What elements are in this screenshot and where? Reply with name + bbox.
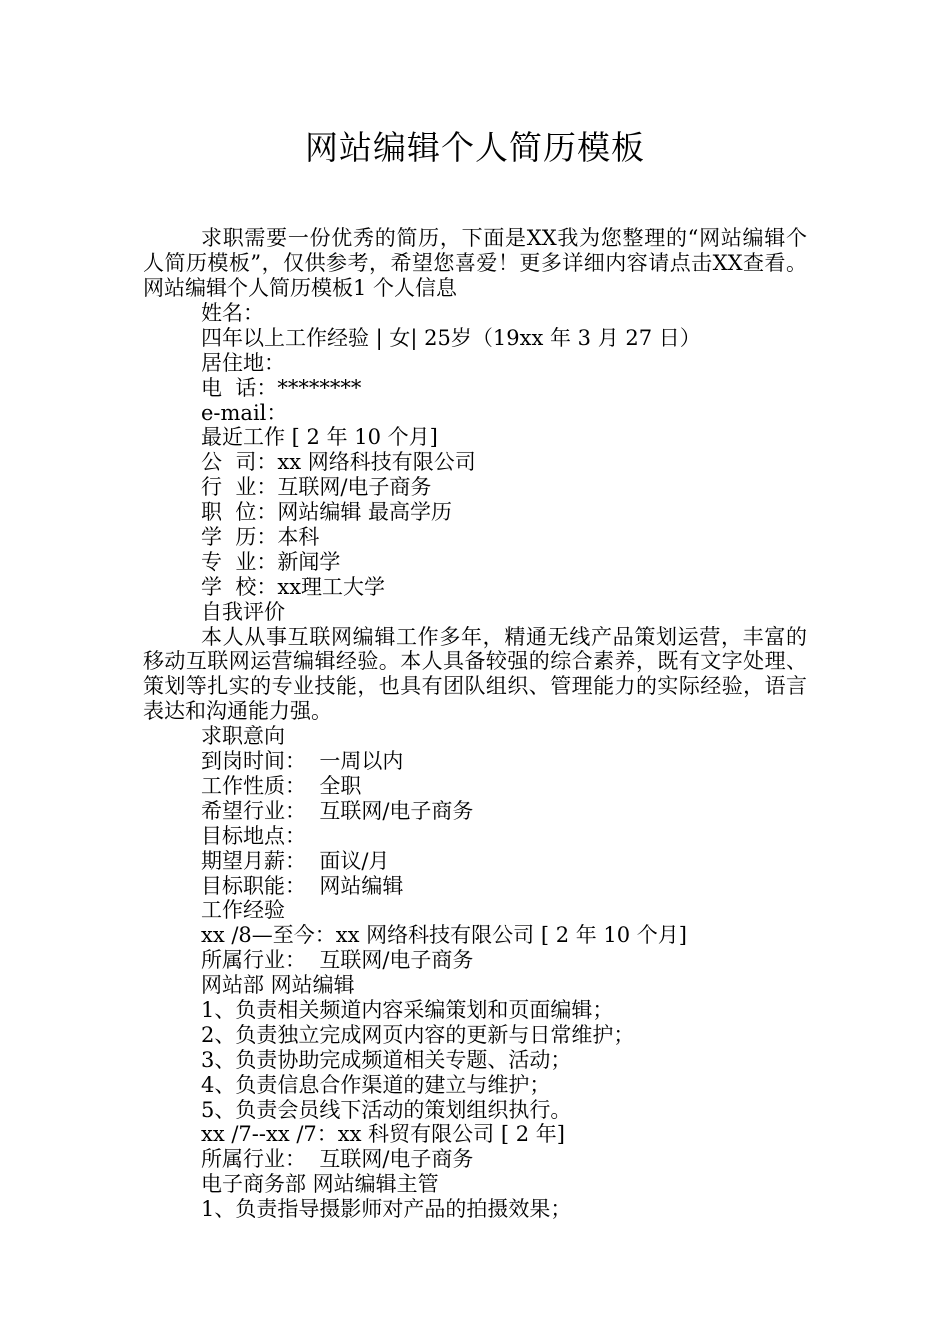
- resume-body: [143, 301, 807, 1222]
- duty-item: 5、负责会员线下活动的策划组织执行。: [201, 1097, 572, 1122]
- resume-line: 所属行业： 互联网/电子商务: [201, 948, 474, 973]
- resume-line: 行 业：互联网/电子商务: [201, 475, 432, 500]
- resume-line: 电 话：********: [201, 375, 362, 400]
- section-heading-work-experience: 工作经验: [201, 898, 285, 923]
- duty-item: 2、负责独立完成网页内容的更新与日常维护；: [201, 1022, 635, 1047]
- resume-line: 到岗时间： 一周以内: [201, 749, 404, 774]
- intro-text: 求职需要一份优秀的简历，下面是XX我为您整理的“网站编辑个人简历模板”，仅供参考，希望您喜爱！更多详细内容请点击XX查看。 网站编辑个人简历模板1 个人信息: [143, 226, 807, 300]
- duty-item: 4、负责信息合作渠道的建立与维护；: [201, 1072, 551, 1097]
- document-title: 网站编辑个人简历模板: [305, 128, 645, 167]
- resume-line: 目标职能： 网站编辑: [201, 873, 404, 898]
- self-evaluation-paragraph: 本人从事互联网编辑工作多年，精通无线产品策划运营，丰富的移动互联网运营编辑经验。本人具备较强的综合素养，既有文字处理、策划等扎实的专业技能，也具有团队组织、管理能力的实际经验，语言表达和沟通能力强。: [143, 624, 807, 724]
- resume-line: xx /7--xx /7：xx 科贸有限公司 [ 2 年]: [201, 1122, 565, 1147]
- resume-line: 目标地点：: [201, 823, 306, 848]
- resume-line: 电子商务部 网站编辑主管: [201, 1172, 439, 1197]
- duty-item: 1、负责相关频道内容采编策划和页面编辑；: [201, 998, 614, 1022]
- resume-line: 学 校：xx理工大学: [201, 574, 386, 599]
- resume-line: 职 位：网站编辑 最高学历: [201, 500, 453, 525]
- resume-line: xx /8—至今：xx 网络科技有限公司 [ 2 年 10 个月]: [201, 923, 688, 948]
- resume-line: 工作性质： 全职: [201, 773, 362, 798]
- resume-line: 专 业：新闻学: [201, 549, 341, 574]
- resume-line: 学 历：本科: [201, 525, 320, 550]
- resume-line: 公 司：xx 网络科技有限公司: [201, 450, 476, 475]
- resume-line: e-mail：: [201, 400, 288, 425]
- resume-line: 最近工作 [ 2 年 10 个月]: [201, 425, 438, 450]
- resume-line: 居住地：: [201, 350, 285, 375]
- duty-item: 3、负责协助完成频道相关专题、活动；: [201, 1047, 572, 1072]
- resume-line: 期望月薪： 面议/月: [201, 848, 390, 873]
- resume-line: 所属行业： 互联网/电子商务: [201, 1147, 474, 1172]
- resume-line: 希望行业： 互联网/电子商务: [201, 798, 474, 823]
- resume-line: 网站部 网站编辑: [201, 973, 355, 998]
- intro-paragraph: [143, 226, 807, 301]
- duty-item: 1、负责指导摄影师对产品的拍摄效果；: [201, 1197, 572, 1222]
- resume-line: 四年以上工作经验 | 女| 25岁（19xx 年 3 月 27 日）: [201, 325, 701, 350]
- resume-line: 姓名：: [201, 301, 264, 325]
- section-heading-self-evaluation: 自我评价: [201, 599, 285, 624]
- section-heading-job-intention: 求职意向: [201, 724, 285, 749]
